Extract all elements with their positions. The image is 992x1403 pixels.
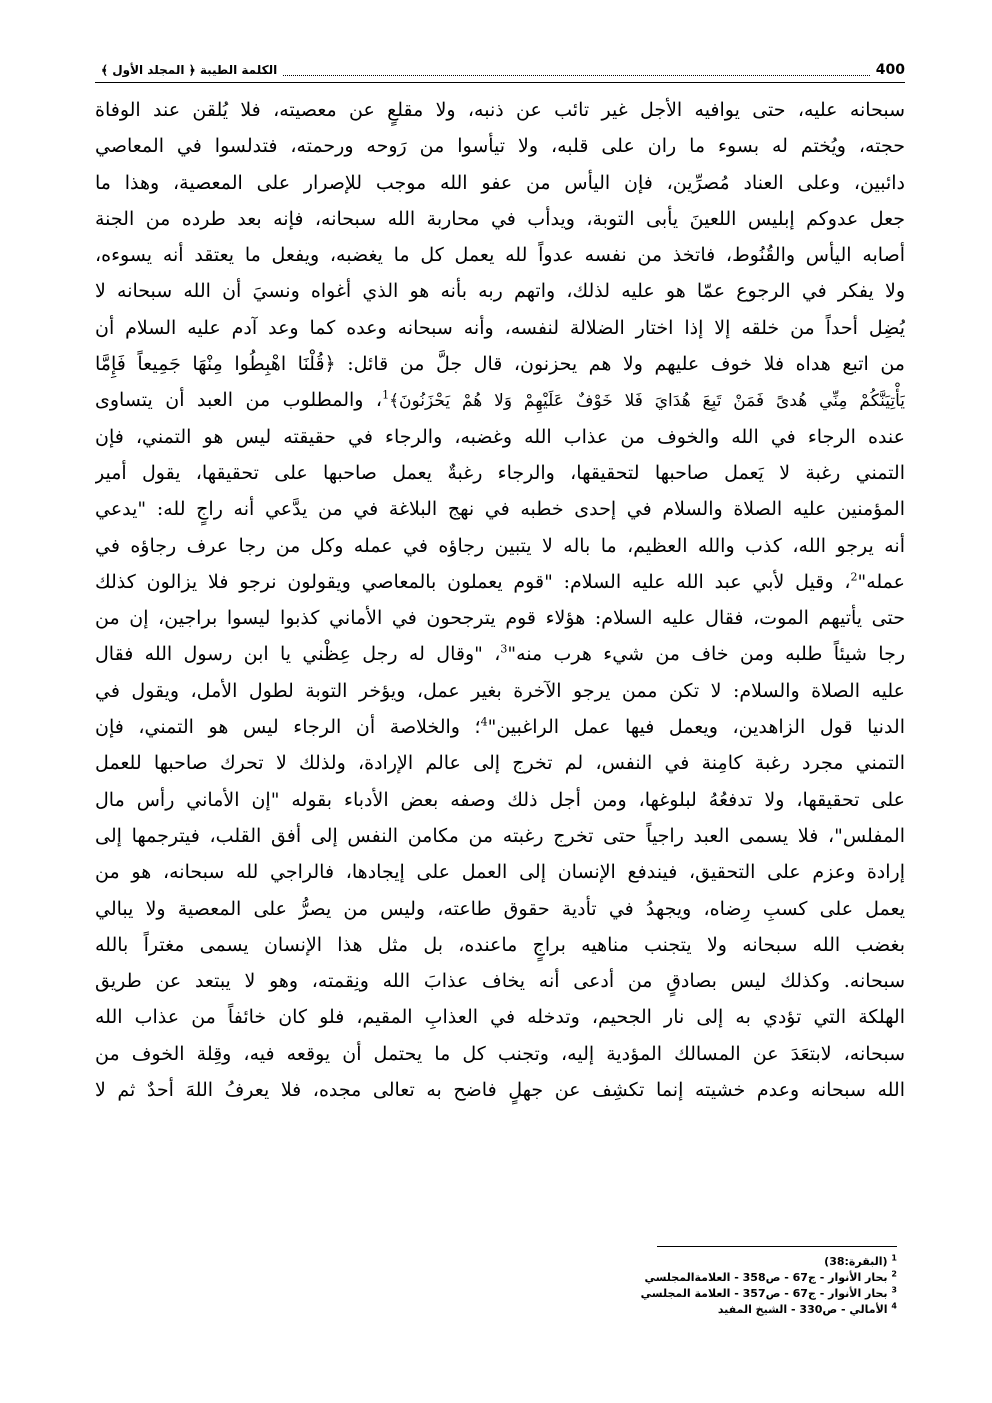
text-line: بغضب الله سبحانه ولا يتجنب مناهيه براجٍ ماعنده، بل مثل هذا الإنسان يسمى مغتراً بالله xyxy=(95,933,905,956)
text-line xyxy=(95,382,905,418)
footnote xyxy=(397,1254,897,1270)
text-line xyxy=(95,636,905,672)
quran-verse: يَأْتِيَنَّكُمْ مِنِّي هُدىً فَمَنْ تَبِعَ هُدَايَ فَلا خَوْفٌ عَلَيْهِمْ وَلا هُمْ يَحْزَنُونَ﴾ xyxy=(389,391,905,412)
text-line: أنه يرجو الله، كذب والله العظيم، ما باله لا يتبين رجاؤه في عمله وكل من رجا عرف رجاؤه في xyxy=(95,534,905,557)
text-line: سبحانه عليه، حتى يوافيه الأجل غير تائب عن ذنبه، ولا مقلعٍ عن معصيته، فلا يُلقن عند الوفاة xyxy=(95,99,905,121)
footnote-text: (البقرة:38) xyxy=(824,1255,888,1268)
text-line: الهلكة التي تؤدي به إلى نار الجحيم، وتدخله في العذابِ المقيم، فلو كان خائفاً من عذاب الله xyxy=(95,1006,905,1029)
text-line: دائبين، وعلى العناد مُصرِّين، فإن اليأس من عفو الله موجب للإصرار على المعصية، وهذا ما xyxy=(95,171,905,194)
footnote xyxy=(397,1302,897,1318)
footnote-number: 3 xyxy=(891,1285,897,1295)
text-line: سبحانه، لابتعَدَ عن المسالك المؤدية إليه، وتجنب كل ما يحتمل أن يوقعه فيه، وقِلة الخوف من xyxy=(95,1042,905,1065)
text-line: حتى يأتيهم الموت، فقال عليه السلام: هؤلاء قوم يترجحون في الأماني كذبوا ليسوا براجين، إن من xyxy=(95,607,905,630)
footnote-ref[interactable]: 1 xyxy=(382,389,390,403)
text-line: جعل عدوكم إبليس اللعينَ يأبى التوبة، ويدأب في محاربة الله سبحانه، فإنه بعد طرده من الجنة xyxy=(95,207,905,230)
text-segment: ، وقيل لأبي عبد الله عليه السلام: "قوم يعملون بالمعاصي ويقولون نرجو فلا يزالون كذلك xyxy=(95,570,851,593)
text-line: أصابه اليأس والقُنُوط، فاتخذ من نفسه عدواً لله يعمل كل ما يغضبه، ويفعل ما يعتقد أنه يسوءه، xyxy=(95,244,905,267)
footnote-ref[interactable]: 2 xyxy=(850,570,858,584)
text-line: المؤمنين عليه الصلاة والسلام في إحدى خطبه في نهج البلاغة في من يدَّعي أنه راجٍ لله: "يدعي xyxy=(95,498,905,521)
text-segment: الدنيا قول الزاهدين، ويعمل فيها عمل الراغبين" xyxy=(487,716,905,739)
text-segment: عمله" xyxy=(857,570,905,593)
running-title: الكلمة الطيبة ﴿ المجلد الأول ﴾ xyxy=(101,63,278,77)
text-line: المفلس"، فلا يسمى العبد راجياً حتى تخرج رغبته من مكامن النفس إلى أفق القلب، فيترجمها إلى xyxy=(95,824,905,847)
text-segment: ، "وقال له رجل عِظْني يا ابن رسول الله فقال xyxy=(95,643,501,666)
footnote-number: 4 xyxy=(891,1301,897,1311)
text-segment: رجا شيئاً طلبه ومن خاف من شيء هرب منه" xyxy=(507,643,905,666)
header-dot-leader xyxy=(283,65,870,76)
page-number: 400 xyxy=(875,62,905,78)
text-line: التمني رغبة لا يَعمل صاحبها لتحقيقها، والرجاء رغبةٌ يعمل صاحبها على تحقيقها، يقول أمير xyxy=(95,461,905,484)
footnote-ref[interactable]: 4 xyxy=(480,715,488,729)
footnote-ref[interactable]: 3 xyxy=(500,643,508,657)
footnote-number: 1 xyxy=(891,1253,897,1263)
text-line: من اتبع هداه فلا خوف عليهم ولا هم يحزنون، قال جلَّ من قائل: ﴿قُلْنَا اهْبِطُوا مِنْهَا جَمِيعاً فَإِمَّا xyxy=(95,353,905,376)
footnote xyxy=(397,1270,897,1286)
text-line: يعمل على كسبِ رِضاه، ويجهدُ في تأدية حقوق طاعته، وليس من يصرُّ على المعصية ولا يبالي xyxy=(95,897,905,920)
text-segment: ، والمطلوب من العبد أن يتساوى xyxy=(95,389,383,412)
text-line xyxy=(95,564,905,600)
page-header xyxy=(95,58,905,83)
footnotes xyxy=(397,1254,897,1318)
text-line: التمني مجرد رغبة كامِنة في النفس، لم تخرج إلى عالم الإرادة، ولذلك لا تحرك صاحبها للعمل xyxy=(95,752,905,775)
footnote-text: بحار الأنوار - ج67 - ص357 - العلامة المجلسي xyxy=(640,1287,888,1300)
text-line: عنده الرجاء في الله والخوف من عذاب الله وغضبه، والرجاء في حقيقته ليس هو التمني، فإن xyxy=(95,425,905,448)
text-line: يُضِل أحداً من خلقه إلا إذا اختار الضلالة لنفسه، وأنه سبحانه وعده كما وعد آدم عليه السلام أن xyxy=(95,316,905,339)
body-text xyxy=(95,92,905,1108)
text-line: سبحانه. وكذلك ليس بصادقٍ من أدعى أنه يخاف عذابَ الله ونِقمته، وهو لا يبتعد عن طريق xyxy=(95,970,905,993)
footnote-text: بحار الأنوار - ج67 - ص358 - العلامةالمجلسي xyxy=(644,1271,888,1284)
text-line xyxy=(95,709,905,745)
text-line: الله سبحانه وعدم خشيته إنما تكشِف عن جهلٍ فاضح به تعالى مجده، فلا يعرفُ اللهَ أحدٌ ثم لا xyxy=(95,1079,905,1102)
footnote-separator xyxy=(657,1246,897,1247)
text-segment: ؛ والخلاصة أن الرجاء ليس هو التمني، فإن xyxy=(95,716,481,739)
text-line: على تحقيقها، ولا تدفعُهُ لبلوغها، ومن أجل ذلك وصفه بعض الأدباء بقوله "إن الأماني رأس مال xyxy=(95,788,905,811)
text-line: حجته، ويُختم له بسوء ما ران على قلبه، ولا تيأسوا من رَوحه ورحمته، فتدلسوا في المعاصي xyxy=(95,135,905,158)
text-line: إرادة وعزم على التحقيق، فيندفع الإنسان إلى العمل على إيجادها، فالراجي لله سبحانه، هو من xyxy=(95,861,905,884)
text-line: عليه الصلاة والسلام: لا تكن ممن يرجو الآخرة بغير عمل، ويؤخر التوبة لطول الأمل، ويقول في xyxy=(95,679,905,702)
text-line: ولا يفكر في الرجوع عمّا هو عليه لذلك، واتهم ربه بأنه هو الذي أغواه ونسيَ أن الله سبحانه لا xyxy=(95,280,905,303)
footnote-number: 2 xyxy=(891,1269,897,1279)
footnote xyxy=(397,1286,897,1302)
footnote-text: الأمالي - ص330 - الشيخ المفيد xyxy=(717,1303,888,1316)
